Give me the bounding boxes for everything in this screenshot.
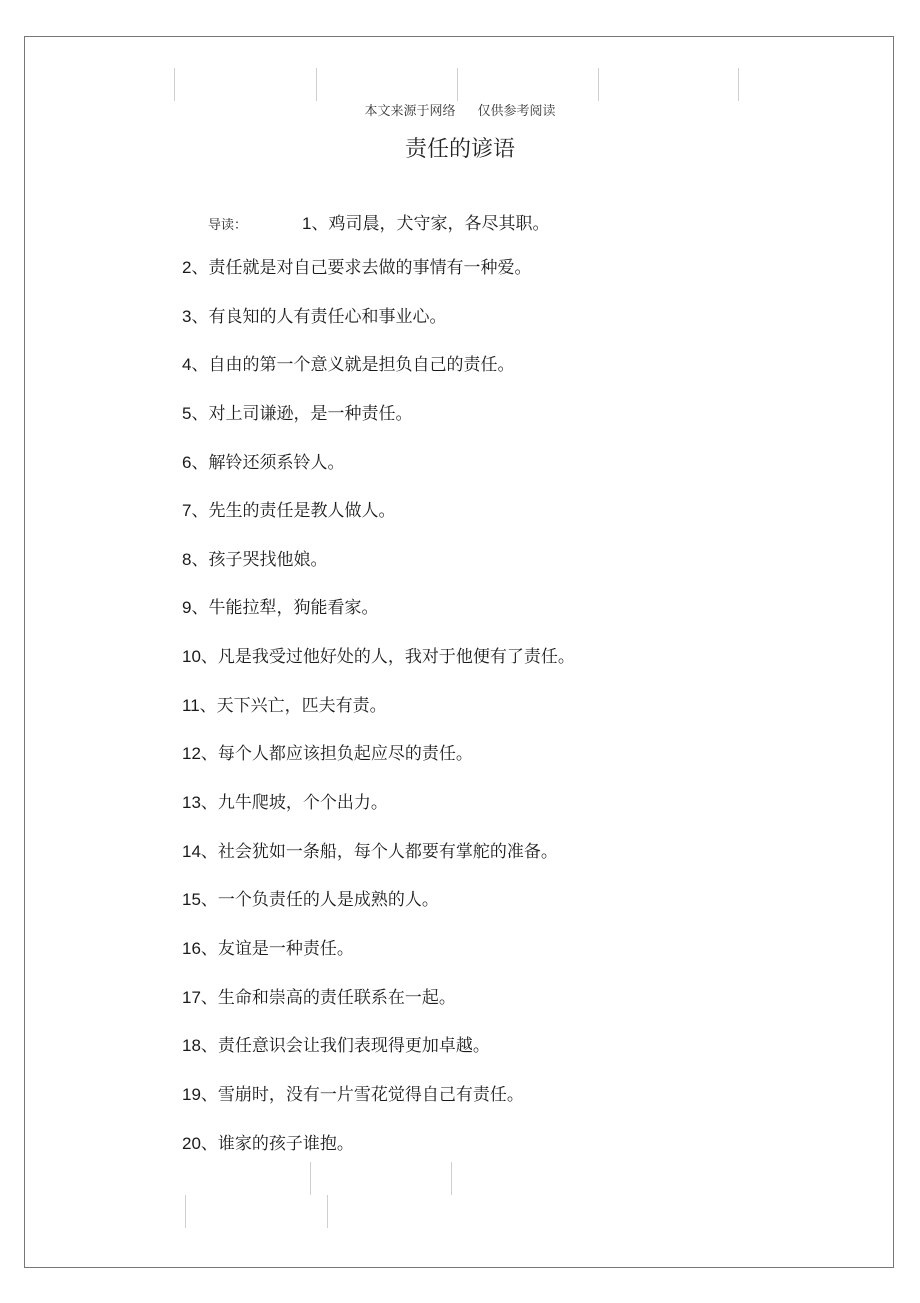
item-text: 、孩子哭找他娘。 — [191, 549, 328, 570]
item-text: 、谁家的孩子谁抱。 — [200, 1133, 354, 1154]
item-number: 7 — [182, 501, 192, 521]
item-number: 20 — [182, 1133, 201, 1153]
list-item — [182, 696, 575, 745]
header-note — [0, 100, 920, 119]
list-item — [182, 1085, 575, 1134]
item-number: 5 — [182, 403, 192, 423]
header-rule-3 — [457, 68, 458, 101]
list-item — [182, 842, 575, 891]
item-number: 4 — [182, 355, 192, 375]
item-number: 10 — [182, 647, 201, 667]
item-number: 1 — [302, 214, 312, 233]
list-item — [182, 550, 575, 599]
list-item — [182, 1134, 575, 1183]
list-item — [182, 258, 575, 307]
item-text: 、凡是我受过他好处的人，我对于他便有了责任。 — [200, 647, 575, 668]
source-note: 本文来源于网络 — [364, 104, 456, 119]
item-number: 14 — [182, 841, 201, 861]
list-item — [182, 793, 575, 842]
item-number: 9 — [182, 598, 192, 618]
item-text: 、雪崩时，没有一片雪花觉得自己有责任。 — [200, 1084, 524, 1105]
item-number: 13 — [182, 793, 201, 813]
item-text: 、自由的第一个意义就是担负自己的责任。 — [191, 355, 515, 376]
list-item — [182, 453, 575, 502]
header-rule-4 — [598, 68, 599, 101]
item-text: 、先生的责任是教人做人。 — [191, 501, 396, 522]
item-text: 、每个人都应该担负起应尽的责任。 — [200, 744, 473, 765]
item-text: 、九牛爬坡，个个出力。 — [200, 793, 388, 814]
footer-rule-3 — [185, 1195, 186, 1228]
item-number: 12 — [182, 744, 201, 764]
item-number: 3 — [182, 306, 192, 326]
item-number: 15 — [182, 890, 201, 910]
item-text: 、对上司谦逊，是一种责任。 — [191, 403, 413, 424]
item-text: 、社会犹如一条船，每个人都要有掌舵的准备。 — [200, 841, 558, 862]
intro-label: 导读： — [208, 218, 248, 233]
item-number: 19 — [182, 1084, 201, 1104]
item-text: 、有良知的人有责任心和事业心。 — [191, 306, 447, 327]
page-title: 责任的谚语 — [404, 137, 515, 162]
item-text: 、一个负责任的人是成熟的人。 — [200, 890, 439, 911]
item-number: 17 — [182, 987, 201, 1007]
item-text: 、鸡司晨，犬守家，各尽其职。 — [311, 214, 550, 234]
item-number: 16 — [182, 938, 201, 958]
list-item — [182, 939, 575, 988]
item-text: 、责任就是对自己要求去做的事情有一种爱。 — [191, 258, 532, 278]
item-number: 11 — [182, 695, 200, 715]
item-text: 、牛能拉犁，狗能看家。 — [191, 598, 379, 619]
list-item — [182, 890, 575, 939]
reading-note: 仅供参考阅读 — [477, 104, 556, 119]
list-item — [182, 647, 575, 696]
list-item — [182, 988, 575, 1037]
item-text: 、责任意识会让我们表现得更加卓越。 — [200, 1036, 490, 1057]
item-text: 、解铃还须系铃人。 — [191, 452, 345, 473]
proverb-list — [182, 258, 575, 1182]
list-item — [182, 404, 575, 453]
list-item — [182, 744, 575, 793]
list-item — [182, 307, 575, 356]
list-item — [182, 501, 575, 550]
item-number: 6 — [182, 452, 192, 472]
header-rule-2 — [316, 68, 317, 101]
item-text: 、友谊是一种责任。 — [200, 938, 354, 959]
header-rule-1 — [174, 68, 175, 101]
footer-rule-4 — [327, 1195, 328, 1228]
list-item — [182, 1036, 575, 1085]
item-text: 、天下兴亡，匹夫有责。 — [199, 695, 387, 716]
item-text: 、生命和崇高的责任联系在一起。 — [200, 987, 456, 1008]
list-item — [182, 598, 575, 647]
item-number: 8 — [182, 549, 192, 569]
item-number: 18 — [182, 1036, 201, 1056]
intro-line — [208, 209, 549, 234]
list-item — [182, 355, 575, 404]
header-rule-5 — [738, 68, 739, 101]
item-number: 2 — [182, 258, 192, 277]
